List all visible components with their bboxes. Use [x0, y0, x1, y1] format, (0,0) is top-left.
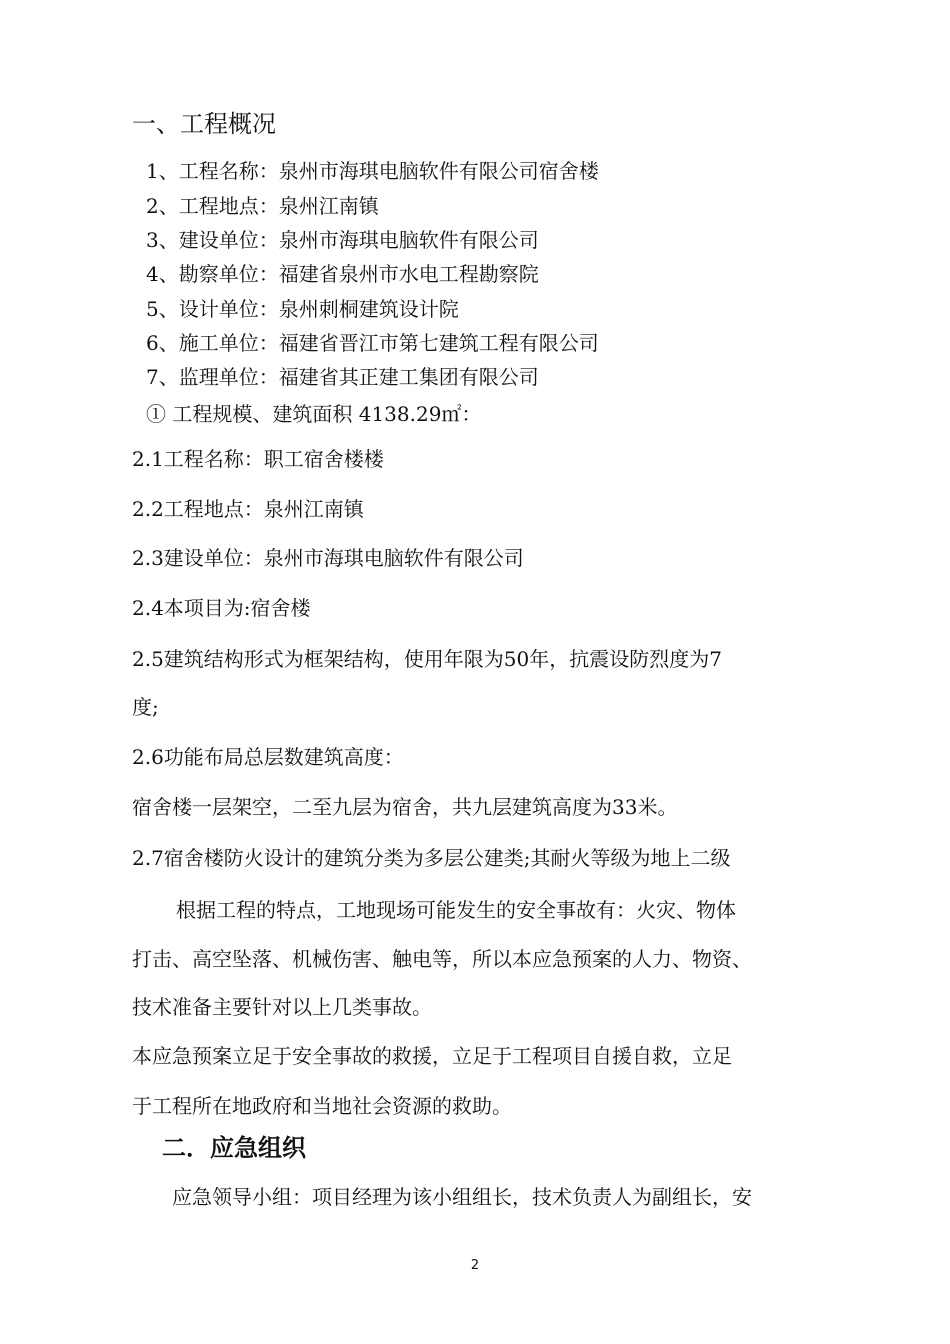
detail-2-3: 2.3建设单位：泉州市海琪电脑软件有限公司: [132, 546, 524, 570]
overview-item-6: 6、施工单位：福建省晋江市第七建筑工程有限公司: [146, 331, 599, 355]
detail-2-6: 2.6功能布局总层数建筑高度：: [132, 745, 404, 769]
plan-paragraph-line-2: 于工程所在地政府和当地社会资源的救助。: [132, 1094, 512, 1118]
overview-item-5: 5、设计单位：泉州刺桐建筑设计院: [146, 297, 459, 321]
plan-paragraph-line-1: 本应急预案立足于安全事故的救援，立足于工程项目自援自救，立足: [132, 1044, 732, 1068]
section-heading-overview: 一、工程概况: [132, 110, 276, 138]
overview-item-1: 1、工程名称：泉州市海琪电脑软件有限公司宿舍楼: [146, 159, 599, 183]
overview-item-2: 2、工程地点：泉州江南镇: [146, 194, 379, 218]
detail-2-6-desc: 宿舍楼一层架空，二至九层为宿舍，共九层建筑高度为33米。: [132, 795, 678, 819]
detail-2-2: 2.2工程地点：泉州江南镇: [132, 497, 364, 521]
page-number: 2: [470, 1258, 480, 1273]
detail-2-4: 2.4本项目为:宿舍楼: [132, 596, 311, 620]
emergency-leadership-line: 应急领导小组：项目经理为该小组组长，技术负责人为副组长，安: [172, 1185, 752, 1209]
detail-2-5-cont: 度;: [132, 695, 159, 719]
overview-item-3: 3、建设单位：泉州市海琪电脑软件有限公司: [146, 228, 539, 252]
detail-2-7: 2.7宿舍楼防火设计的建筑分类为多层公建类;其耐火等级为地上二级: [132, 846, 731, 870]
detail-2-1: 2.1工程名称：职工宿舍楼楼: [132, 447, 384, 471]
section-heading-emergency-organization: 二．应急组织: [162, 1134, 306, 1162]
hazard-paragraph-line-3: 技术准备主要针对以上几类事故。: [132, 995, 432, 1019]
hazard-paragraph-line-1: 根据工程的特点，工地现场可能发生的安全事故有：火灾、物体: [176, 898, 736, 922]
hazard-paragraph-line-2: 打击、高空坠落、机械伤害、触电等，所以本应急预案的人力、物资、: [132, 947, 752, 971]
scale-line: ① 工程规模、建筑面积 4138.29㎡：: [146, 402, 482, 426]
detail-2-5: 2.5建筑结构形式为框架结构，使用年限为50年，抗震设防烈度为7: [132, 647, 722, 671]
overview-item-7: 7、监理单位：福建省其正建工集团有限公司: [146, 365, 539, 389]
overview-item-4: 4、勘察单位：福建省泉州市水电工程勘察院: [146, 262, 539, 286]
